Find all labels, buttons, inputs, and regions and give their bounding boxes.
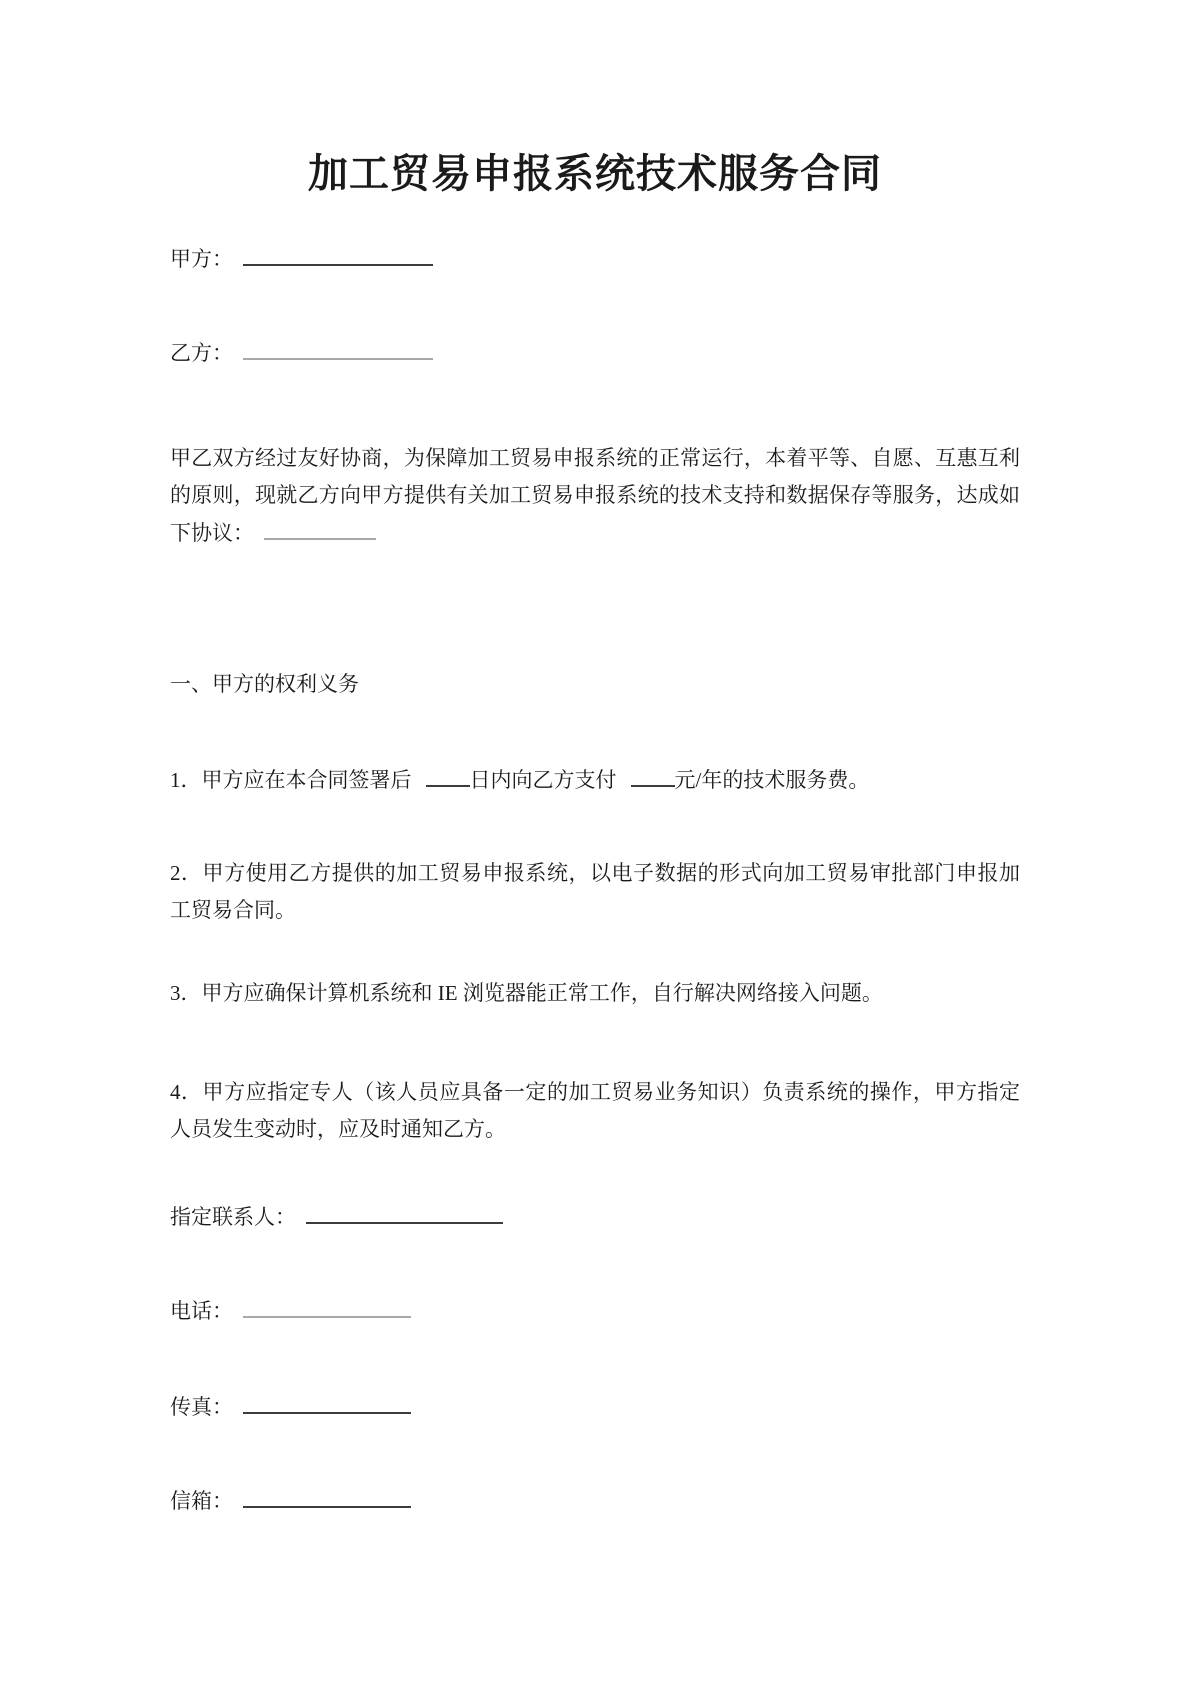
agreement-blank-line [264, 514, 376, 540]
clause-2: 2．甲方使用乙方提供的加工贸易申报系统，以电子数据的形式向加工贸易审批部门申报加工贸易合同。 [170, 861, 1020, 922]
email-blank-line [243, 1482, 411, 1508]
intro-paragraph [170, 440, 1020, 552]
party-b-label: 乙方： [170, 341, 233, 365]
clause-1-days-blank [426, 761, 470, 787]
party-b-row [170, 334, 1020, 372]
clause-1-post: 元/年的技术服务费。 [674, 768, 870, 792]
phone-label: 电话： [170, 1299, 233, 1323]
intro-text: 甲乙双方经过友好协商，为保障加工贸易申报系统的正常运行，本着平等、自愿、互惠互利的原则，现就乙方向甲方提供有关加工贸易申报系统的技术支持和数据保存等服务，达成如下协议： [170, 446, 1020, 545]
email-row [170, 1482, 1020, 1520]
clause-1-mid: 日内向乙方支付 [469, 768, 617, 792]
clause-1-fee-blank [631, 761, 675, 787]
clause-4: 4．甲方应指定专人（该人员应具备一定的加工贸易业务知识）负责系统的操作，甲方指定人员发生变动时，应及时通知乙方。 [170, 1080, 1020, 1141]
contact-person-label: 指定联系人： [170, 1205, 296, 1229]
email-label: 信箱： [170, 1489, 233, 1513]
phone-row [170, 1292, 1020, 1330]
fax-label: 传真： [170, 1395, 233, 1419]
phone-blank-line [243, 1292, 411, 1318]
fax-row [170, 1388, 1020, 1426]
party-a-blank-line [243, 240, 433, 266]
fax-blank-line [243, 1388, 411, 1414]
clause-1-pre: 1．甲方应在本合同签署后 [170, 768, 412, 792]
document-title: 加工贸易申报系统技术服务合同 [308, 151, 882, 196]
party-a-row [170, 240, 1020, 278]
clause-3: 3．甲方应确保计算机系统和 IE 浏览器能正常工作，自行解决网络接入问题。 [170, 981, 883, 1005]
contact-person-blank-line [306, 1198, 503, 1224]
contact-person-row [170, 1198, 1020, 1236]
section-one-heading: 一、甲方的权利义务 [170, 672, 359, 696]
party-b-blank-line [243, 334, 433, 360]
clause-1 [170, 761, 1020, 799]
party-a-label: 甲方： [170, 247, 233, 271]
